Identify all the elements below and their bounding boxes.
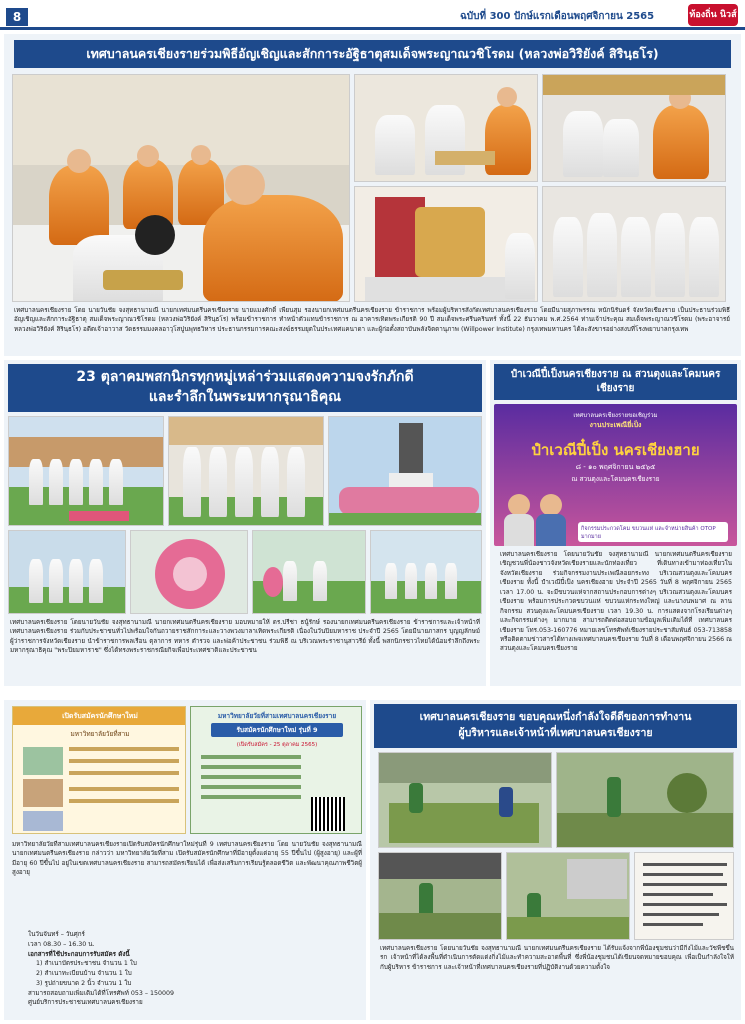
story2-photo-5 (130, 530, 248, 614)
story5-headline-line1: เทศบาลนครเชียงราย ขอบคุณหนึ่งกำลังใจดีดีของการทำงาน (419, 711, 692, 724)
poster2-date: (เปิดรับสมัคร - 25 ตุลาคม 2565) (236, 742, 318, 748)
story4-poster-1 (12, 706, 186, 834)
story4-details (28, 930, 358, 1008)
doc-item-2: 2) สำเนาทะเบียนบ้าน จำนวน 1 ใบ (36, 970, 132, 977)
poster-top-text: เทศบาลนครเชียงรายขอเชิญร่วม (573, 412, 658, 419)
docs-title: เอกสารที่ใช้ประกอบการรับสมัคร ดังนี้ (28, 950, 130, 958)
story2-photo-2 (168, 416, 324, 526)
story2-photo-6 (252, 530, 366, 614)
story5-photo-1 (378, 752, 552, 848)
story1-photo-5 (542, 186, 726, 302)
doc-item-1: 1) สำเนาบัตรประชาชน จำนวน 1 ใบ (36, 960, 137, 968)
poster2-sub: รับสมัครนักศึกษาใหม่ รุ่นที่ 9 (211, 723, 343, 737)
story2-photo-4 (8, 530, 126, 614)
contact-line-2: ศูนย์บริการประชาชนเทศบาลนครเชียงราย (28, 999, 143, 1007)
story2-body: เทศบาลนครเชียงราย โดยนายวันชัย จงสุทธานามณี นายกเทศมนตรีนครเชียงราย มอบหมายให้ ดร.ปรีชา ธนู้รักษ์ รองนายกเทศมนตรีนครเชียงราย ข้าราชการและเจ้าหน้าที่เทศบาลนครเชียงราย ร่วมกับประชาชนทั่วไปพร้อมใจกันถวายราชสักการะและวางพวงมาลาเทิดพระเกียรติ เนื่องในวันปิยมหาราช ประจำปี 2565 โดยมีนายภาสกร บุญญลักษม์ ผู้ว่าราชการจังหวัดเชียงราย นำข้าราชการพลเรือน ตุลาการ ทหาร ตำรวจ และพ่อค้าประชาชน ร่วมพิธี ณ บริเวณพระราชานุสาวรีย์ ทั้งนี้ พสกนิกรชาวไทยได้น้อมรำลึกถึงพระมหากรุณาธิคุณ "พระปิยมหาราช" ซึ่งได้ทรงพระราชกรณียกิจเพื่อประเทศชาติและประชาชน (10, 619, 480, 655)
story4-body: มหาวิทยาลัยวัยที่สามเทศบาลนครเชียงรายเปิดรับสมัครนักศึกษาใหม่รุ่นที่ 9 เทศบาลนครเชียงราย โดย นายวันชัย จงสุทธานามณี นายกเทศมนตรีนครเชียงราย กล่าวว่า มหาวิทยาลัยวัยที่สาม เปิดรับสมัครนักศึกษาที่มีอายุตั้งแต่อายุ 55 ปีขึ้นไป (ผู้สูงอายุ) และผู้ที่มีอายุ 60 ปีขึ้นไป อยู่ในเขตเทศบาลนครเชียงราย สามารถสมัครเรียนได้ เพื่อส่งเสริมการเรียนรู้ตลอดชีวิต และพัฒนาคุณภาพชีวิตผู้สูงอายุ (12, 841, 362, 877)
story2-photo-3 (328, 416, 482, 526)
story1-photo-2 (354, 74, 538, 182)
story5-photo-4 (506, 852, 630, 940)
story2-headline-line2: และรำลึกในพระมหากรุณาธิคุณ (148, 389, 342, 405)
newspaper-logo: ท้องถิ่น นิวส์ (688, 4, 738, 26)
story3-poster (494, 404, 737, 546)
story2-headline-line1: 23 ตุลาคมพสกนิกรทุกหมู่เหล่าร่วมแสดงความจงรักภักดี (76, 369, 414, 386)
issue-label: ฉบับที่ 300 ปักษ์แรกเดือนพฤศจิกายน 2565 (460, 11, 655, 22)
poster-date: ๘ - ๑๐ พฤศจิกายน ๒๕๖๕ (575, 463, 656, 471)
doc-item-3: 3) รูปถ่ายขนาด 2 นิ้ว จำนวน 1 ใบ (36, 979, 132, 987)
story4-poster-2 (190, 706, 362, 834)
contact-line: สามารถสอบถามเพิ่มเติมได้ที่โทรศัพท์ 053 – 150009 (28, 989, 175, 997)
story5-letter-photo (634, 852, 734, 940)
story1-photo-3 (542, 74, 726, 182)
poster1-sub: มหาวิทยาลัยวัยที่สาม (70, 730, 130, 738)
story1-main-photo (12, 74, 350, 302)
story1-body: เทศบาลนครเชียงราย โดย นายวันชัย จงสุทธานามณี นายกเทศมนตรีนครเชียงราย นายแมงศักดิ์ เพียนสุม รองนายกเทศมนตรีนครเชียงราย ข้าราชการ พร้อมผู้บริหารสังกัดเทศบาลนครเชียงราย โดยมีนายสุภาพรรณ หนักนิรันดร์ จังหวัดเชียงราย เป็นประธานร่วมพิธีอัญเชิญและสักการะอัฐิธาตุ สมเด็จพระญาณวชิโรดม (หลวงพ่อวิริยังค์ สิรินฺธโร) พร้อมข้าราชการ ทำหน้าตัวแทนข้าราชการ ณ อาคารเทิดพระเกียรติ 90 ปี สมเด็จพระศรีนครินทร์ ทั้งนี้ 22 ธันวาคม พ.ศ.2564 ท่านเจ้าประคุณ สมเด็จพระญาณวชิโรดม (พระอาจารย์หลวงพ่อวิริยังค์ สิรินฺธโร) อดีตเจ้าอาวาส วัดธรรมมงคลอาวุโสปูนพุทธวิหาร ประธานกรรมการคณะสงฆ์ธรรมยุตในประเทศแคนาดา และผู้ก่อตั้งสถาบันพลังจิตตานุภาพ (Willpower Institute) กรุงเทพมหานคร ได้ละสังขารอย่างสงบที่โรงพยาบาลกรุงเทพ (14, 307, 730, 333)
poster-venue: ณ สวนตุงและโคมนครเชียงราย (571, 475, 660, 483)
story2-photo-7 (370, 530, 482, 614)
story5-headline (374, 704, 737, 748)
office-days: ในวันจันทร์ – วันศุกร์ (28, 931, 85, 938)
story1-headline: เทศบาลนครเชียงรายร่วมพิธีอัญเชิญและสักการะอัฐิธาตุสมเด็จพระญาณวชิโรดม (หลวงพ่อวิริยังค์ สิรินฺธโร) (14, 40, 731, 68)
poster1-title: เปิดรับสมัครนักศึกษาใหม่ (62, 712, 138, 720)
page-number: 8 (6, 8, 28, 26)
story3-headline: ปำเวณีปี๋เป็งนครเชียงราย ณ สวนตุงและโคมนครเชียงราย (494, 364, 737, 400)
story5-photo-3 (378, 852, 502, 940)
poster2-title: มหาวิทยาลัยวัยที่สามเทศบาลนครเชียงราย (217, 712, 337, 720)
story5-body: เทศบาลนครเชียงราย โดยนายวันชัย จงสุทธานามณี นายกเทศมนตรีนครเชียงราย ได้รับแจ้งจากพี่น้องชุมชนว่ามีกิ่งไม้และวัชพืชขึ้นรก เจ้าหน้าที่ได้ลงพื้นที่ดำเนินการตัดแต่งกิ่งไม้และทำความสะอาดพื้นที่ ซึ่งพี่น้องชุมชนได้เขียนจดหมายขอบคุณ เพื่อเป็นกำลังใจให้กับผู้บริหาร ข้าราชการ และเจ้าหน้าที่เทศบาลนครเชียงรายที่ปฏิบัติงานด้วยความตั้งใจ (380, 945, 734, 971)
story1-photo-4 (354, 186, 538, 302)
story5-headline-line2: ผู้บริหารและเจ้าหน้าที่เทศบาลนครเชียงราย (458, 727, 653, 739)
poster-title: ปำเวณีปี๋เป็ง นครเชียงฮาย (531, 441, 700, 459)
story3-body: เทศบาลนครเชียงราย โดยนายวันชัย จงสุทธานามณี นายกเทศมนตรีนครเชียงราย เชิญชวนพี่น้องชาวจังหวัดเชียงรายและนักท่องเที่ยว ที่เดินทางเข้ามาท่องเที่ยวในจังหวัดเชียงราย ร่วมกิจกรรมงานประเพณีลอยกระทง บริเวณสวนตุงและโคมนครเชียงราย ทั้งนี้ ปำเวณีปี๋เป็ง นครเชียงฮาย ประจำปี 2565 วันที่ 8 พฤศจิกายน 2565 เวลา 17.00 น. จะมีขบวนแห่จากสถานประกอบการต่างๆ บริเวณสวนตุงและโคมนครเชียงราย พร้อมการประกวดขบวนแห่ ขบวนแห่กระทงใหญ่ และนางนพมาศ ณ ลานกิจกรรม สวนตุงและโคมนครเชียงราย เวลา 19.30 น. การแสดงจากโรงเรียนต่างๆ และกิจกรรมต่างๆ มากมาย สามารถติดต่อสอบถามข้อมูลเพิ่มเติมได้ที่ เทศบาลนครเชียงราย โทร.053-160776 หมายเลขโทรศัพท์เชียงรายประชาสัมพันธ์ 053-713858 หรือติดตามข่าวสารได้ทางเพจเทศบาลนครเชียงราย วันที่ 8 เดือนพฤศจิกายน 2566 ณ สวนตุงและโคมนครเชียงราย (500, 551, 732, 653)
office-hours: เวลา 08.30 – 16.30 น. (28, 940, 95, 948)
poster-footer: กิจกรรมประกวดโคม ขบวนแห่ และจำหน่ายสินค้า OTOP มากมาย (578, 522, 728, 542)
story5-photo-2 (556, 752, 734, 848)
poster-sub: งานประเพณียี่เป็ง (589, 421, 642, 429)
story2-photo-1 (8, 416, 164, 526)
story2-headline (8, 364, 482, 412)
